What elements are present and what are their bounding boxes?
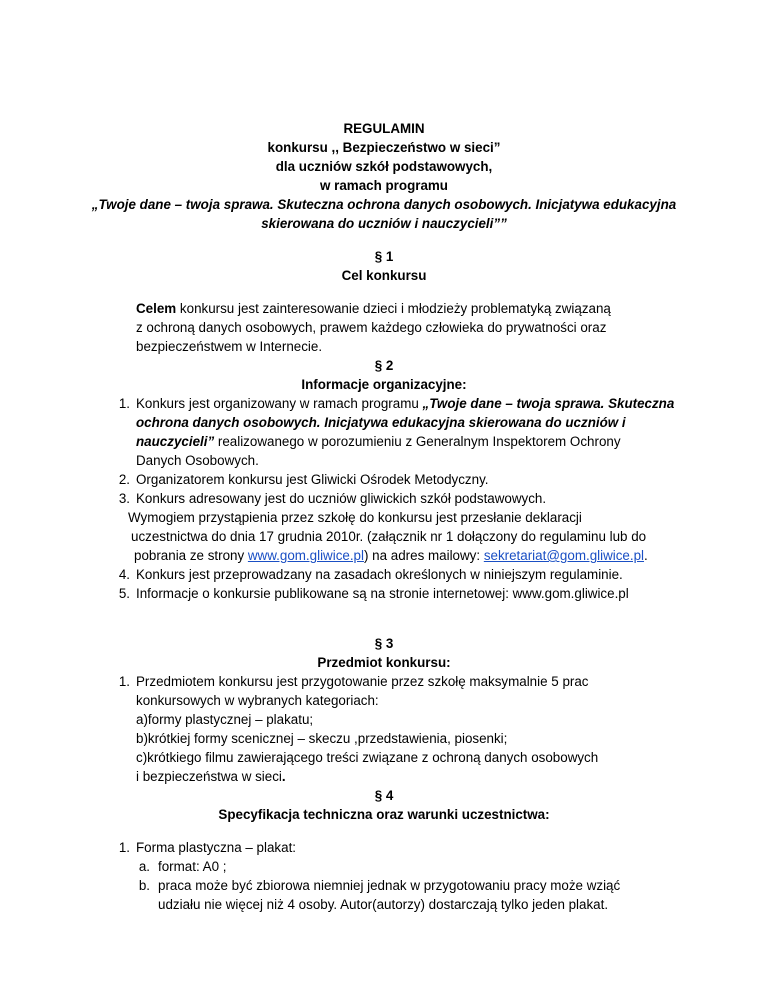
section-1-text: bezpieczeństwem w Internecie. — [136, 339, 323, 354]
list-item-cont: b)krótkiej formy scenicznej – skeczu ,przedstawienia, piosenki; — [136, 731, 508, 746]
list-item: 4. Konkurs jest przeprowadzany na zasadach określonych w niniejszym regulaminie. — [118, 567, 623, 582]
list-item-cont: Danych Osobowych. — [136, 453, 259, 468]
list-item: 2. Organizatorem konkursu jest Gliwicki Ośrodek Metodyczny. — [118, 472, 489, 487]
list-item-cont: nauczycieli” realizowanego w porozumieniu z Generalnym Inspektorem Ochrony — [136, 434, 621, 449]
section-2-number: § 2 — [374, 358, 394, 373]
section-1-number: § 1 — [374, 249, 394, 264]
list-item-cont: a)formy plastycznej – plakatu; — [136, 712, 314, 727]
doc-program-name-cont: skierowana do uczniów i nauczycieli”” — [261, 216, 507, 231]
section-4-title: Specyfikacja techniczna oraz warunki uczestnictwa: — [218, 807, 550, 822]
list-item: 1. Przedmiotem konkursu jest przygotowanie przez szkołę maksymalnie 5 prac — [118, 674, 589, 689]
sub-list-item: b. praca może być zbiorowa niemniej jednak w przygotowaniu pracy może wziąć — [138, 878, 621, 893]
sub-list-item: a. format: A0 ; — [138, 859, 227, 874]
list-item: 5. Informacje o konkursie publikowane są na stronie internetowej: www.gom.gliwice.pl — [118, 586, 629, 601]
doc-title: REGULAMIN — [343, 121, 425, 136]
website-link[interactable]: www.gom.gliwice.pl — [247, 548, 364, 563]
doc-audience: dla uczniów szkół podstawowych, — [275, 159, 493, 174]
section-1-text: z ochroną danych osobowych, prawem każdego człowieka do prywatności oraz — [136, 320, 607, 335]
section-1-bold-word: Celem — [136, 301, 177, 316]
doc-program-intro: w ramach programu — [320, 178, 448, 193]
email-link[interactable]: sekretariat@gom.gliwice.pl — [483, 548, 645, 563]
list-item: 1. Konkurs jest organizowany w ramach programu „Twoje dane – twoja sprawa. Skuteczna — [118, 396, 675, 411]
doc-subtitle: konkursu ,, Bezpieczeństwo w sieci” — [267, 140, 501, 155]
list-item-cont: c)krótkiego filmu zawierającego treści związane z ochroną danych osobowych — [136, 750, 599, 765]
sub-list-item-cont: udziału nie więcej niż 4 osoby. Autor(autorzy) dostarczają tylko jeden plakat. — [158, 897, 609, 912]
section-3-title: Przedmiot konkursu: — [317, 655, 451, 670]
section-4-number: § 4 — [374, 788, 394, 803]
section-2-title: Informacje organizacyjne: — [301, 377, 467, 392]
list-item-cont: i bezpieczeństwa w sieci. — [136, 769, 286, 784]
paragraph-text: pobrania ze strony www.gom.gliwice.pl) na adres mailowy: sekretariat@gom.gliwice.pl. — [134, 548, 648, 563]
list-item: 3. Konkurs adresowany jest do uczniów gliwickich szkół podstawowych. — [118, 491, 547, 506]
section-3-number: § 3 — [374, 636, 394, 651]
paragraph-text: Wymogiem przystąpienia przez szkołę do konkursu jest przesłanie deklaracji — [128, 510, 582, 525]
list-item: 1. Forma plastyczna – plakat: — [118, 840, 297, 855]
doc-program-name: „Twoje dane – twoja sprawa. Skuteczna ochrona danych osobowych. Inicjatywa edukacyjna — [91, 197, 677, 212]
paragraph-text: uczestnictwa do dnia 17 grudnia 2010r. (załącznik nr 1 dołączony do regulaminu lub do — [131, 529, 647, 544]
section-1-text: Celem konkursu jest zainteresowanie dzieci i młodzieży problematyką związaną — [136, 301, 611, 316]
list-item-cont: ochrona danych osobowych. Inicjatywa edukacyjna skierowana do uczniów i — [136, 415, 626, 430]
list-item-cont: konkursowych w wybranych kategoriach: — [136, 693, 379, 708]
section-1-title: Cel konkursu — [341, 268, 427, 283]
